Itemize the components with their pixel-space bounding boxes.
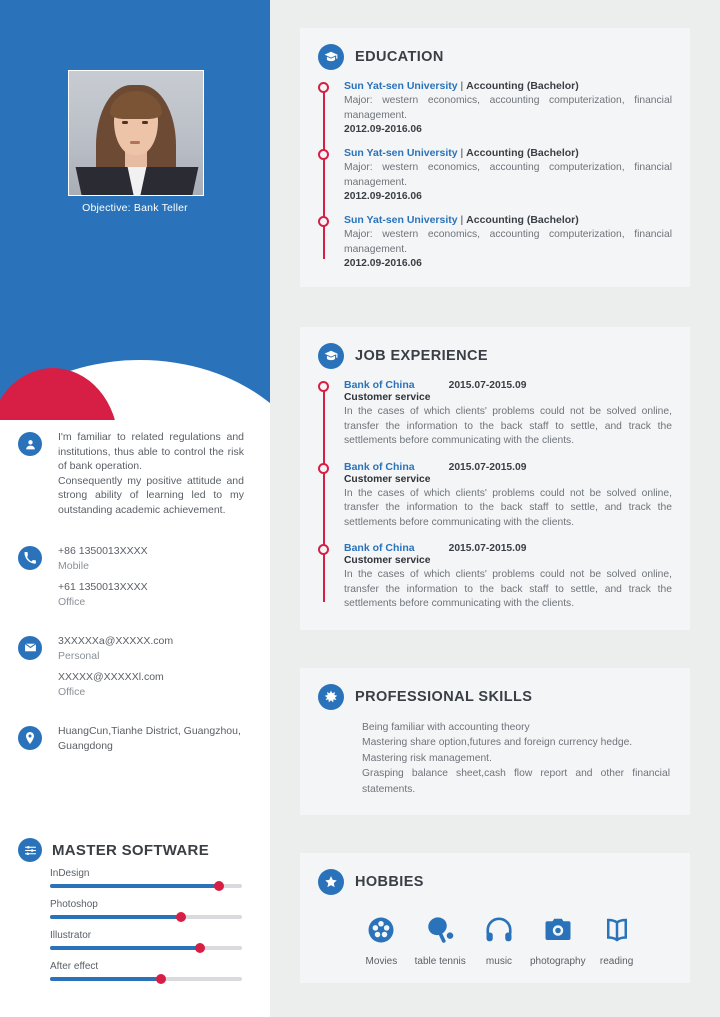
star-circle-icon	[318, 869, 344, 895]
education-description: Major: western economics, accounting computerization, financial management.	[344, 229, 672, 255]
job-organization: Bank of China	[344, 460, 415, 473]
skill-item	[50, 899, 242, 919]
hobby-label: music	[485, 956, 513, 967]
job-organization: Bank of China	[344, 542, 415, 554]
phone-value-2: +61 1350013XXXX	[58, 580, 148, 593]
job-heading	[344, 461, 672, 473]
education-card	[300, 28, 690, 287]
professional-skills-title: PROFESSIONAL SKILLS	[355, 688, 533, 705]
header-blue-block	[0, 0, 270, 420]
education-description: Major: western economics, accounting computerization, financial management.	[344, 162, 672, 188]
job-role: Customer service	[344, 392, 431, 403]
education-school: Sun Yat-sen University	[344, 80, 458, 92]
job-item	[344, 461, 672, 531]
email-block	[0, 634, 270, 700]
hobbies-list	[318, 905, 672, 969]
timeline-dot	[318, 381, 329, 392]
mail-icon	[18, 636, 42, 660]
professional-skill-line: Grasping balance sheet,cash flow report and other financial statements.	[362, 768, 670, 795]
education-school: Sun Yat-sen University	[344, 214, 458, 226]
education-separator: |	[457, 214, 467, 226]
skill-bar-track[interactable]	[50, 946, 242, 950]
photo-eye-left	[122, 121, 128, 124]
timeline-line	[323, 385, 325, 602]
skill-label: InDesign	[50, 868, 90, 879]
summary-block	[0, 430, 270, 518]
location-pin-icon	[18, 726, 42, 750]
star-burst-icon	[318, 684, 344, 710]
education-heading	[344, 80, 672, 92]
education-heading	[344, 147, 672, 159]
skill-label: Photoshop	[50, 899, 98, 910]
education-header	[318, 44, 672, 70]
professional-skills-card	[300, 668, 690, 816]
email-value-2: XXXXX@XXXXXl.com	[58, 670, 164, 683]
software-skill-list	[50, 868, 242, 992]
skill-bar-knob[interactable]	[214, 881, 224, 891]
timeline-dot	[318, 82, 329, 93]
timeline-dot	[318, 544, 329, 555]
hobby-item	[352, 915, 411, 967]
education-degree: Accounting (Bachelor)	[466, 80, 579, 92]
hobbies-title: HOBBIES	[355, 874, 424, 890]
skill-bar-track[interactable]	[50, 977, 242, 981]
photo-mouth	[130, 141, 140, 144]
photo-jacket-left	[76, 167, 135, 196]
education-description: Major: western economics, accounting computerization, financial management.	[344, 95, 672, 121]
skill-label: Illustrator	[50, 930, 92, 941]
professional-skills-body	[318, 720, 672, 798]
education-timeline	[318, 80, 672, 269]
education-item	[344, 214, 672, 269]
objective-text: Objective: Bank Teller	[82, 202, 188, 214]
phone-label-1: Mobile	[58, 559, 89, 572]
skill-bar-fill	[50, 915, 181, 919]
hobby-label: Movies	[365, 956, 398, 967]
left-body	[0, 430, 270, 772]
education-separator: |	[457, 80, 467, 92]
job-item	[344, 379, 672, 449]
hobbies-header	[318, 869, 672, 895]
skill-bar-knob[interactable]	[156, 974, 166, 984]
camera-icon	[543, 915, 573, 950]
education-item	[344, 147, 672, 202]
master-software-header	[18, 838, 209, 862]
skill-bar-fill	[50, 977, 161, 981]
email-label-1: Personal	[58, 649, 100, 662]
education-title: EDUCATION	[355, 49, 444, 65]
education-separator: |	[457, 147, 467, 159]
education-date: 2012.09-2016.06	[344, 124, 422, 135]
phone-icon	[18, 546, 42, 570]
job-date: 2015.07-2015.09	[448, 461, 527, 473]
skill-item	[50, 961, 242, 981]
profile-photo	[68, 70, 204, 196]
job-description: In the cases of which clients' problems could not be solved online, transfer the information to the back staff to settle, and track the settlements before communicating with the clients.	[344, 569, 672, 609]
hobby-label: table tennis	[414, 956, 466, 967]
table-tennis-icon	[425, 915, 455, 950]
hobby-label: reading	[599, 956, 634, 967]
education-school: Sun Yat-sen University	[344, 147, 458, 159]
job-role: Customer service	[344, 473, 431, 485]
job-heading	[344, 379, 672, 391]
education-item	[344, 80, 672, 135]
professional-skill-line: Mastering share option,futures and foreign currency hedge.	[362, 737, 633, 748]
email-label-2: Office	[58, 685, 86, 698]
job-description: In the cases of which clients' problems could not be solved online, transfer the information to the back staff to settle, and track the settlements before communicating with the clients.	[344, 406, 672, 446]
job-timeline	[318, 379, 672, 612]
phone-value-1: +86 1350013XXXX	[58, 544, 148, 557]
education-date: 2012.09-2016.06	[344, 258, 422, 269]
phone-label-2: Office	[58, 595, 86, 608]
skill-bar-track[interactable]	[50, 915, 242, 919]
professional-skill-line: Being familiar with accounting theory	[362, 721, 530, 733]
skill-bar-fill	[50, 946, 200, 950]
timeline-dot	[318, 149, 329, 160]
job-description: In the cases of which clients' problems could not be solved online, transfer the information to the back staff to settle, and track the settlements before communicating with the clients.	[344, 487, 672, 528]
skill-bar-knob[interactable]	[176, 912, 186, 922]
skill-bar-fill	[50, 884, 219, 888]
skill-bar-knob[interactable]	[195, 943, 205, 953]
skill-label: After effect	[50, 961, 99, 972]
professional-skills-header	[318, 684, 672, 710]
email-value-1: 3XXXXXa@XXXXX.com	[58, 634, 174, 647]
job-organization: Bank of China	[344, 379, 415, 391]
left-sidebar	[0, 0, 270, 1017]
education-heading	[344, 214, 672, 226]
film-reel-icon	[366, 915, 396, 950]
hobbies-card	[300, 853, 690, 983]
summary-paragraph-1: I'm familiar to related regulations and institutions, thus able to control the risk of bank operation.	[58, 431, 244, 473]
hobby-item	[411, 915, 470, 967]
education-degree: Accounting (Bachelor)	[466, 147, 579, 159]
job-item	[344, 542, 672, 612]
master-software-title: MASTER SOFTWARE	[52, 841, 209, 859]
education-degree: Accounting (Bachelor)	[466, 214, 579, 226]
phone-block	[0, 544, 270, 610]
job-role: Customer service	[344, 555, 431, 566]
job-experience-card	[300, 327, 690, 630]
job-heading	[344, 542, 672, 554]
address-block	[0, 724, 270, 754]
job-date: 2015.07-2015.09	[448, 543, 527, 554]
open-book-icon	[602, 915, 632, 950]
graduation-cap-icon	[318, 343, 344, 369]
hobby-item	[528, 915, 587, 967]
timeline-line	[323, 86, 325, 259]
job-date: 2015.07-2015.09	[448, 380, 527, 391]
profile-icon	[18, 432, 42, 456]
hobby-label: photography	[529, 956, 586, 967]
sliders-icon	[18, 838, 42, 862]
skill-item	[50, 868, 242, 888]
job-experience-header	[318, 343, 672, 369]
timeline-dot	[318, 216, 329, 227]
skill-item	[50, 930, 242, 950]
photo-jacket-right	[140, 167, 199, 196]
hobby-item	[587, 915, 646, 967]
headphones-icon	[484, 915, 514, 950]
graduation-cap-icon	[318, 44, 344, 70]
education-date: 2012.09-2016.06	[344, 191, 422, 202]
professional-skill-line: Mastering risk management.	[362, 752, 492, 764]
job-experience-title: JOB EXPERIENCE	[355, 348, 488, 364]
photo-eye-right	[142, 121, 148, 124]
address-value: HuangCun,Tianhe District, Guangzhou, Guangdong	[58, 724, 241, 752]
hobby-item	[470, 915, 529, 967]
timeline-dot	[318, 463, 329, 474]
right-content	[300, 0, 690, 1005]
summary-paragraph-2: Consequently my positive attitude and strong ability of learning led to my outstanding academic achievement.	[58, 474, 244, 516]
skill-bar-track[interactable]	[50, 884, 242, 888]
